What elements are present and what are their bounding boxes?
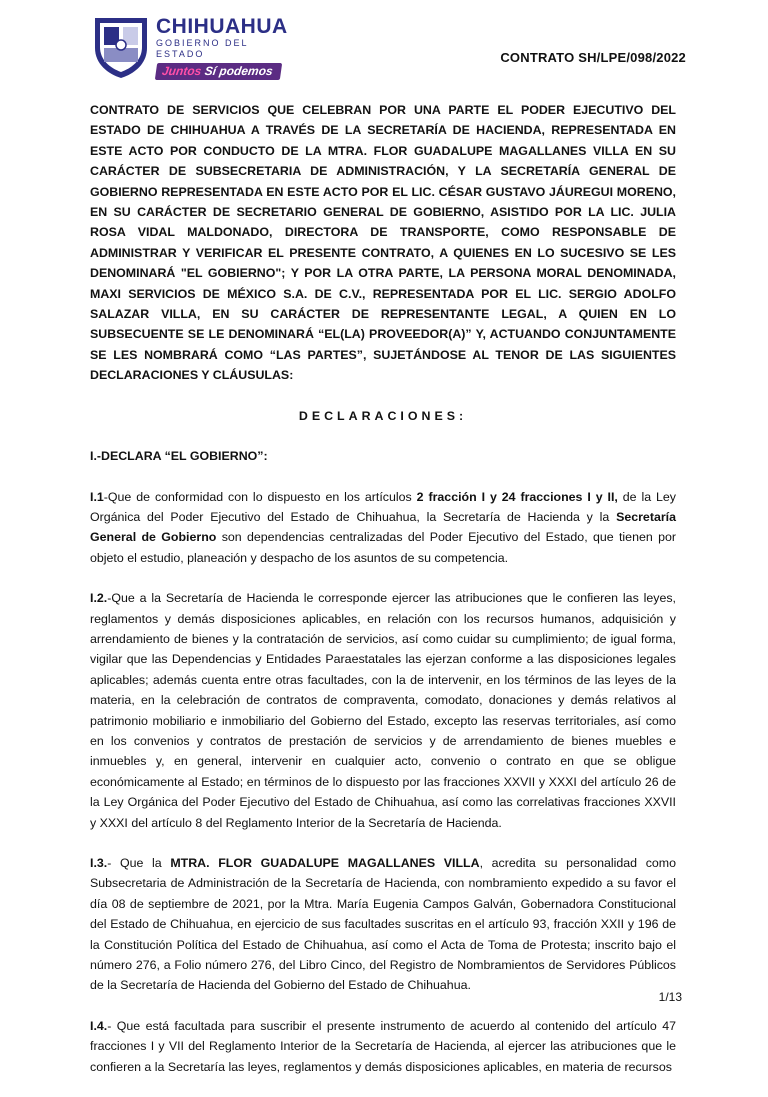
- contract-id: CONTRATO SH/LPE/098/2022: [500, 50, 686, 65]
- section-1-title: I.-DECLARA “EL GOBIERNO”:: [90, 449, 268, 464]
- declaration-text: son dependencias centralizadas del Poder Ejecutivo del Estado, que tienen por objeto el estudio, planeación y despacho de los asuntos de su competencia.: [90, 530, 676, 565]
- declaration-1-1: [90, 487, 676, 569]
- declaration-number: I.2.: [90, 591, 108, 606]
- page-header: [0, 0, 768, 90]
- declaration-number: I.4.: [90, 1018, 108, 1033]
- brand-text: [156, 16, 292, 80]
- declaration-bold: Secretaría General de Gobierno: [90, 509, 676, 545]
- declaration-1-4: [90, 1016, 676, 1077]
- page-number: 1/13: [658, 990, 682, 1004]
- declaration-text: - Que la: [107, 856, 171, 870]
- tagline-part2: Sí podemos: [203, 64, 274, 78]
- coat-of-arms-icon: [92, 14, 150, 80]
- government-logo: [92, 14, 292, 84]
- brand-subtitle: GOBIERNO DEL ESTADO: [156, 38, 249, 59]
- tagline-part1: Juntos: [161, 64, 203, 78]
- declaration-text: , acredita su personalidad como Subsecretaria de Administración de la Secretaría de Hacienda, con nombramiento expedido a su favor el día 08 de septiembre de 2021, por la Mtra. María Eugenia Campos Galván, Gobernadora Constitucional del Estado de Chihuahua, en ejercicio de sus facultades suscritas en el artículo 93, fracción XXII y 196 de la Constitución Política del Estado de Chihuahua, así como el Acta de Toma de Protesta; inscrito bajo el número 276, a Folio número 276, del Libro Cinco, del Registro de Nombramientos de Servidores Públicos de la Secretaría de Hacienda del Gobierno del Estado de Chihuahua.: [90, 856, 676, 993]
- declaration-1-3: [90, 853, 676, 996]
- brand-tagline: [155, 63, 282, 80]
- declaration-text: -Que de conformidad con lo dispuesto en los artículos: [103, 489, 417, 504]
- declaration-text: -Que a la Secretaría de Hacienda le corresponde ejercer las atribuciones que le confieren las leyes, reglamentos y demás disposiciones aplicables, en relación con los recursos humanos, adquisición y arrendamiento de bienes y la contratación de servicios, así como cuidar su cumplimiento; de igual forma, vigilar que las Dependencias y Entidades Paraestatales las ejerzan conforme a las disposiciones legales aplicables; además cuenta entre otras facultades, con la de intervenir, en los términos de las leyes de la materia, en la celebración de contratos de compraventa, comodato, donaciones y demás relativos al patrimonio mobiliario e inmobiliario del Gobierno del Estado, excepto las reservas territoriales, así como en los convenios y contratos de prestación de servicios y de arrendamiento de bienes muebles e inmuebles y, en general, intervenir en cualquier acto, convenio o contrato en que se obligue económicamente al Estado; en términos de lo dispuesto por las fracciones XXVII y XXXI del artículo 26 de la Ley Orgánica del Poder Ejecutivo del Estado de Chihuahua, así como las correlativas fracciones XXVII y XXXI del artículo 8 del Reglamento Interior de la Secretaría de Hacienda.: [90, 591, 676, 830]
- intro-paragraph: CONTRATO DE SERVICIOS QUE CELEBRAN POR UNA PARTE EL PODER EJECUTIVO DEL ESTADO DE CHIHUAHUA A TRAVÉS DE LA SECRETARÍA DE HACIENDA, REPRESENTADA EN ESTE ACTO POR CONDUCTO DE LA MTRA. FLOR GUADALUPE MAGALLANES VILLA EN SU CARÁCTER DE SUBSECRETARIA DE ADMINISTRACIÓN, Y LA SECRETARÍA GENERAL DE GOBIERNO REPRESENTADA EN ESTE ACTO POR EL LIC. CÉSAR GUSTAVO JÁUREGUI MORENO, EN SU CARÁCTER DE SECRETARIO GENERAL DE GOBIERNO, ASISTIDO POR LA LIC. JULIA ROSA VIDAL MALDONADO, DIRECTORA DE TRANSPORTE, COMO RESPONSABLE DE ADMINISTRAR Y VERIFICAR EL PRESENTE CONTRATO, A QUIENES EN LO SUCESIVO SE LES DENOMINARÁ "EL GOBIERNO"; Y POR LA OTRA PARTE, LA PERSONA MORAL DENOMINADA, MAXI SERVICIOS DE MÉXICO S.A. DE C.V., REPRESENTADA POR EL LIC. SERGIO ADOLFO SALAZAR VILLA, EN SU CARÁCTER DE REPRESENTANTE LEGAL, A QUIEN EN LO SUBSECUENTE SE LE DENOMINARÁ “EL(LA) PROVEEDOR(A)” Y, ACTUANDO CONJUNTAMENTE SE LES NOMBRARÁ COMO “LAS PARTES”, SUJETÁNDOSE AL TENOR DE LAS SIGUIENTES DECLARACIONES Y CLÁUSULAS:: [90, 103, 676, 383]
- declaration-text: de la Ley Orgánica del Poder Ejecutivo del Estado de Chihuahua, la Secretaría de Hacienda y la: [90, 489, 676, 524]
- declaration-number: I.3.: [90, 856, 108, 870]
- declaration-bold: 2 fracción I y 24 fracciones I y II,: [416, 489, 618, 504]
- document-body: [90, 100, 676, 1097]
- declaration-1-2: [90, 588, 676, 833]
- declaration-text: - Que está facultada para suscribir el presente instrumento de acuerdo al contenido del artículo 47 fracciones I y VII del Reglamento Interior de la Secretaría de Hacienda, al ejercer las atribuciones que le confieren a la Secretaría las leyes, reglamentos y demás disposiciones aplicables, en materia de recursos: [90, 1018, 676, 1074]
- declarations-title: DECLARACIONES:: [298, 408, 468, 423]
- declaration-number: I.1: [90, 489, 104, 504]
- brand-name: CHIHUAHUA: [156, 15, 288, 38]
- declaration-bold: MTRA. FLOR GUADALUPE MAGALLANES VILLA: [170, 856, 480, 870]
